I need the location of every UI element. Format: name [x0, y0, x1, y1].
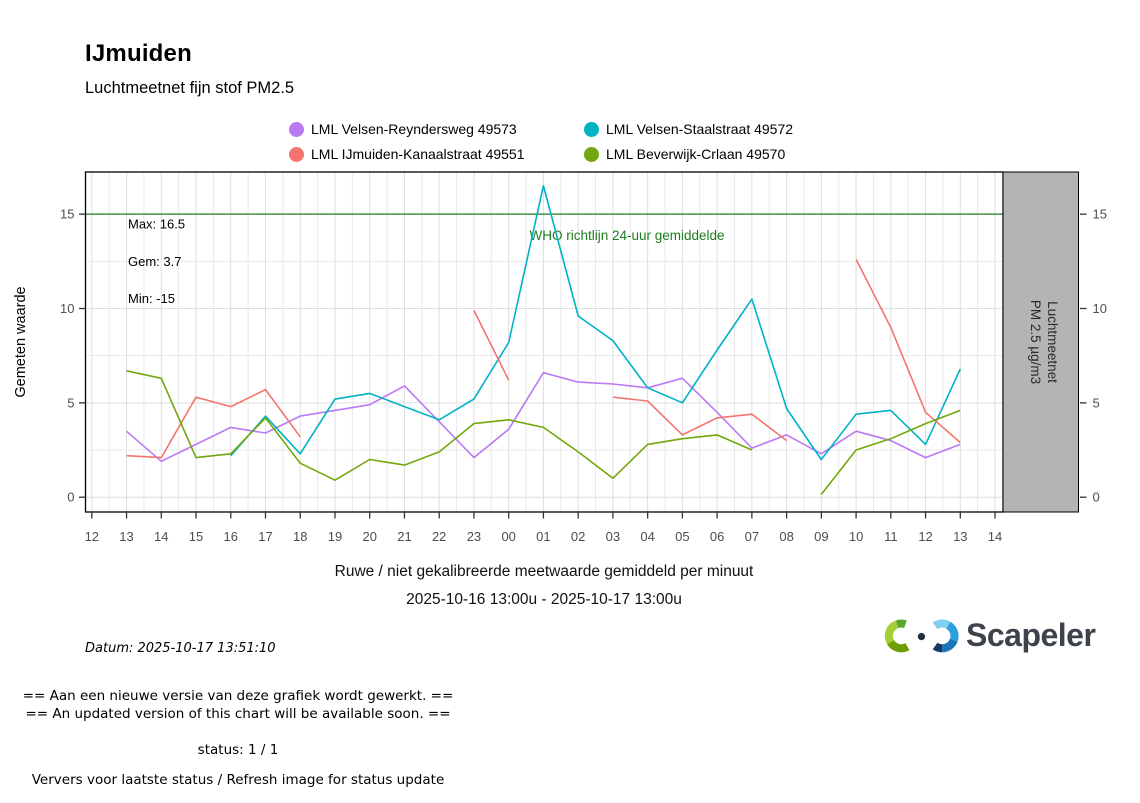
x-tick-label: 13 [119, 529, 134, 544]
y-tick-label-right: 15 [1092, 206, 1107, 222]
page-subtitle: Luchtmeetnet fijn stof PM2.5 [85, 79, 295, 97]
x-tick-label: 00 [501, 529, 516, 544]
x-tick-label: 16 [223, 529, 238, 544]
stat-annotation: Min: -15 [128, 291, 175, 307]
x-tick-label: 10 [848, 529, 864, 544]
x-axis-date-range: 2025-10-16 13:00u - 2025-10-17 13:00u [406, 591, 682, 608]
y-tick-label-right: 10 [1092, 301, 1107, 316]
x-axis-title: Ruwe / niet gekalibreerde meetwaarde gemiddeld per minuut [334, 563, 754, 580]
status-text: status: 1 / 1 [197, 742, 279, 758]
x-tick-label: 01 [536, 529, 551, 544]
x-tick-label: 09 [814, 529, 829, 544]
legend-label: LML Beverwijk-Crlaan 49570 [606, 146, 786, 162]
scapeler-logo-icon [884, 610, 968, 664]
x-tick-label: 15 [188, 529, 204, 544]
scapeler-brand [884, 610, 1114, 666]
x-tick-label: 12 [84, 529, 100, 544]
right-axis-label: Luchtmeetnet [1045, 301, 1060, 383]
generated-datetime: Datum: 2025-10-17 13:51:10 [85, 641, 276, 656]
logo-dot [918, 633, 925, 640]
x-tick-label: 19 [327, 529, 343, 544]
y-tick-label-right: 5 [1092, 395, 1100, 411]
refresh-hint: Ververs voor laatste status / Refresh image for status update [31, 772, 445, 788]
right-axis-label: PM 2.5 µg/m3 [1028, 299, 1043, 385]
legend-label: LML Velsen-Staalstraat 49572 [606, 121, 794, 137]
x-tick-label: 06 [709, 529, 725, 544]
stat-annotation: Gem: 3.7 [128, 253, 182, 269]
x-tick-label: 05 [675, 529, 690, 544]
x-tick-label: 07 [744, 529, 760, 544]
plot-border [86, 172, 1004, 512]
x-tick-label: 03 [605, 529, 621, 544]
stat-annotation: Max: 16.5 [128, 216, 186, 232]
y-tick-label-right: 0 [1092, 489, 1100, 505]
x-tick-label: 23 [466, 529, 482, 544]
y-tick-label-left: 15 [60, 206, 75, 222]
brand-name: Scapeler [966, 617, 1096, 653]
legend-label: LML IJmuiden-Kanaalstraat 49551 [311, 146, 525, 162]
legend-label: LML Velsen-Reyndersweg 49573 [311, 121, 517, 137]
x-tick-label: 12 [918, 529, 933, 544]
x-tick-label: 02 [570, 529, 586, 544]
notice-english: == An updated version of this chart will be available soon. == [25, 706, 451, 722]
y-tick-label-left: 0 [67, 489, 75, 505]
x-tick-label: 13 [953, 529, 968, 544]
x-tick-label: 17 [258, 529, 273, 544]
y-tick-label-left: 10 [60, 301, 75, 316]
x-tick-label: 14 [987, 529, 1003, 544]
x-tick-label: 18 [293, 529, 308, 544]
x-tick-label: 08 [779, 529, 794, 544]
page-title: IJmuiden [85, 40, 192, 67]
notice-dutch: == Aan een nieuwe versie van deze grafiek wordt gewerkt. == [22, 688, 454, 704]
x-tick-label: 14 [154, 529, 169, 544]
x-tick-label: 21 [397, 529, 412, 544]
who-guideline-label: WHO richtlijn 24-uur gemiddelde [529, 228, 725, 243]
x-tick-label: 04 [640, 529, 655, 544]
x-tick-label: 20 [362, 529, 377, 544]
x-tick-label: 22 [431, 529, 447, 544]
x-tick-label: 11 [884, 529, 898, 544]
y-axis-title: Gemeten waarde [13, 286, 29, 398]
y-tick-label-left: 5 [67, 395, 75, 411]
